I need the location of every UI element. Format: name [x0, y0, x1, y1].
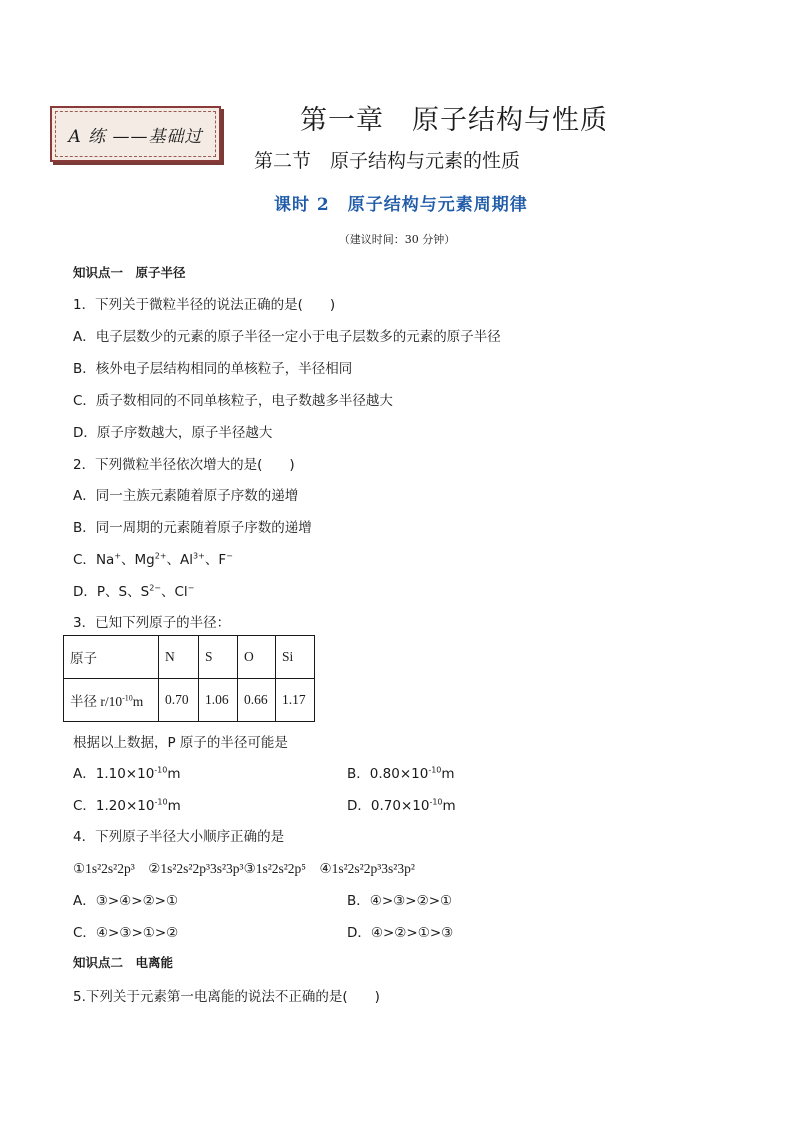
q4-stem: 4．下列原子半径大小顺序正确的是: [73, 829, 285, 845]
q1-option-b: B．核外电子层结构相同的单核粒子，半径相同: [73, 361, 353, 377]
q4-configs: ①1s²2s²2p³ ②1s²2s²2p³3s²3p³③1s²2s²2p⁵ ④1s²2s²2p³3s²3p²: [73, 861, 415, 876]
q2-option-b: B．同一周期的元素随着原子序数的递增: [73, 520, 312, 536]
q3-option-c: C．$1.20\times 10^{-10}m$: [73, 797, 181, 814]
q1-option-d: D．原子序数越大，原子半径越大: [73, 425, 273, 441]
badge-text: A 练 ——基础过: [68, 127, 203, 147]
knowledge-point-1: 知识点一 原子半径: [73, 265, 186, 280]
section-title: 第二节 原子结构与元素的性质: [254, 150, 521, 172]
table-cell: O: [238, 636, 276, 679]
q4-option-d: D．④>②>①>③: [347, 925, 454, 941]
section-badge: [50, 106, 221, 162]
q4-option-c: C．④>③>①>②: [73, 925, 179, 941]
q1-option-a: A．电子层数少的元素的原子半径一定小于电子层数多的元素的原子半径: [73, 329, 501, 345]
table-cell: 1.17: [276, 679, 315, 722]
radius-table: [63, 635, 315, 722]
q4-option-a: A．③>④>②>①: [73, 893, 179, 909]
q3-option-d: D．$0.70\times 10^{-10}m$: [347, 797, 456, 814]
table-cell: 0.70: [159, 679, 199, 722]
q2-option-c: C．Na+、$Mg^{2+}$、$Al^{3+}$、F−: [73, 551, 233, 568]
table-cell: N: [159, 636, 199, 679]
q4-option-b: B．④>③>②>①: [347, 893, 453, 909]
knowledge-point-2: 知识点二 电离能: [73, 955, 174, 970]
table-cell: S: [199, 636, 238, 679]
table-cell: 半径 $r/10^{-10}m$: [64, 679, 159, 722]
chapter-title: 第一章 原子结构与性质: [300, 105, 608, 136]
suggested-time: （建议时间：30 分钟）: [338, 233, 456, 246]
q2-option-d: D．P、S、$S^{2-}$、Cl−: [73, 583, 195, 600]
table-cell: Si: [276, 636, 315, 679]
table-cell: 原子: [64, 636, 159, 679]
q2-option-a: A．同一主族元素随着原子序数的递增: [73, 488, 299, 504]
q3-option-b: B．$0.80\times 10^{-10}m$: [347, 765, 455, 782]
table-cell: 0.66: [238, 679, 276, 722]
q1-stem: 1．下列关于微粒半径的说法正确的是( ): [73, 297, 336, 313]
q3-option-a: A．$1.10\times 10^{-10}m$: [73, 765, 181, 782]
q3-stem: 3．已知下列原子的半径：: [73, 615, 231, 631]
table-row: [64, 679, 315, 722]
table-row: [64, 636, 315, 679]
q5-stem: 5.下列关于元素第一电离能的说法不正确的是( ): [73, 989, 380, 1005]
q1-option-c: C．质子数相同的不同单核粒子，电子数越多半径越大: [73, 393, 393, 409]
lesson-title: 课时 2 原子结构与元素周期律: [274, 195, 528, 215]
q2-stem: 2．下列微粒半径依次增大的是( ): [73, 457, 295, 473]
q3-question: 根据以上数据，P 原子的半径可能是: [73, 735, 288, 751]
table-cell: 1.06: [199, 679, 238, 722]
